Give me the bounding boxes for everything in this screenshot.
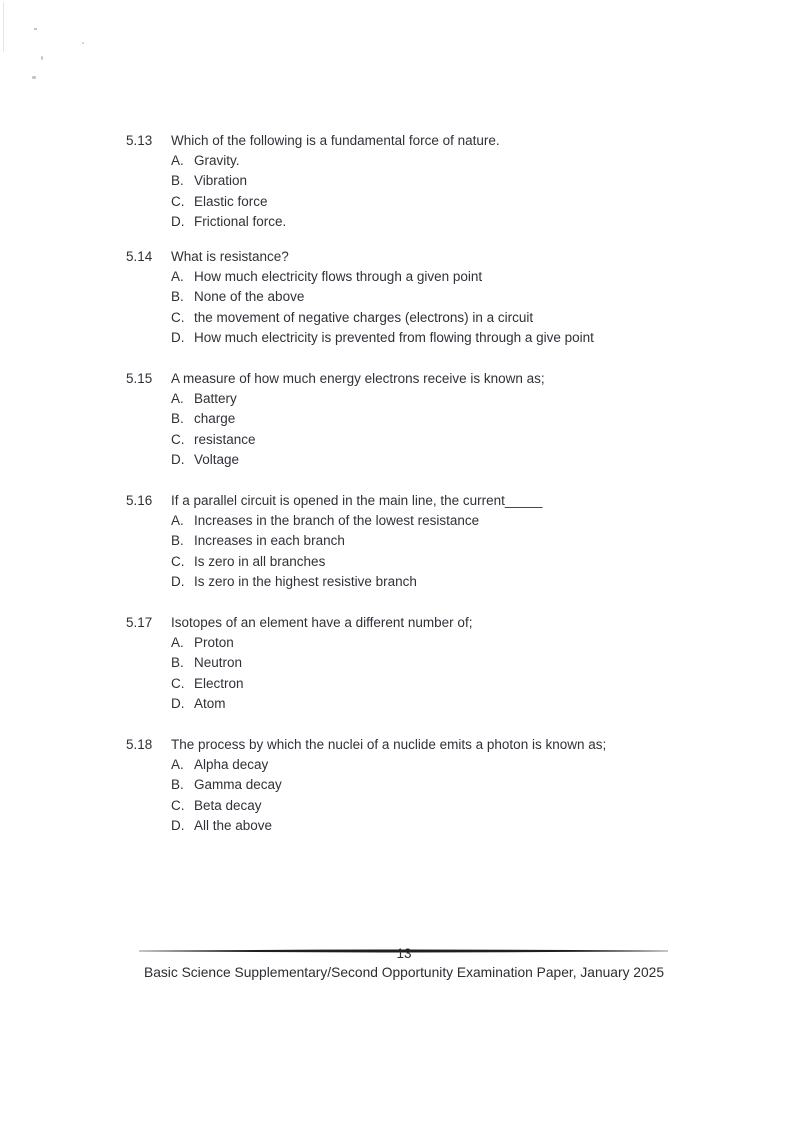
option-text: Voltage bbox=[194, 451, 240, 467]
option-row bbox=[171, 450, 756, 470]
question-text: A measure of how much energy electrons receive is known as; bbox=[171, 371, 545, 387]
question-number: 5.16 bbox=[126, 493, 153, 509]
question-number: 5.14 bbox=[126, 249, 153, 265]
option-row bbox=[171, 816, 756, 836]
option-text: charge bbox=[194, 411, 236, 427]
option-text: Atom bbox=[194, 695, 226, 711]
options-list bbox=[171, 267, 756, 348]
option-text: Frictional force. bbox=[194, 213, 287, 229]
option-row bbox=[171, 212, 756, 232]
option-text: Alpha decay bbox=[194, 757, 269, 773]
option-text: Gravity. bbox=[194, 153, 240, 169]
option-text: Proton bbox=[194, 635, 234, 651]
scan-artifact bbox=[3, 2, 4, 52]
option-letter: A. bbox=[171, 391, 184, 407]
option-letter: D. bbox=[171, 451, 185, 467]
question-number: 5.17 bbox=[126, 615, 153, 631]
question-number: 5.15 bbox=[126, 371, 153, 387]
option-row bbox=[171, 796, 756, 816]
option-text: resistance bbox=[194, 431, 256, 447]
option-row bbox=[171, 511, 756, 531]
question-block bbox=[126, 131, 756, 232]
option-text: How much electricity flows through a given point bbox=[194, 269, 483, 285]
option-text: Neutron bbox=[194, 655, 243, 671]
option-text: Increases in the branch of the lowest resistance bbox=[194, 513, 480, 529]
option-text: Electron bbox=[194, 675, 244, 691]
option-text: How much electricity is prevented from flowing through a give point bbox=[194, 329, 594, 345]
option-letter: D. bbox=[171, 329, 185, 345]
option-letter: C. bbox=[171, 797, 185, 813]
question-text: Isotopes of an element have a different number of; bbox=[171, 615, 473, 631]
option-text: Vibration bbox=[194, 173, 248, 189]
footer-text: Basic Science Supplementary/Second Opportunity Examination Paper, January 2025 bbox=[144, 965, 664, 980]
option-letter: B. bbox=[171, 655, 184, 671]
footer-divider bbox=[139, 940, 668, 944]
options-list bbox=[171, 755, 756, 836]
option-text: None of the above bbox=[194, 289, 305, 305]
option-row bbox=[171, 694, 756, 714]
options-list bbox=[171, 633, 756, 714]
option-letter: C. bbox=[171, 675, 185, 691]
option-row bbox=[171, 287, 756, 307]
option-letter: C. bbox=[171, 309, 185, 325]
question-block bbox=[126, 247, 756, 348]
options-list bbox=[171, 511, 756, 592]
option-letter: A. bbox=[171, 757, 184, 773]
option-row bbox=[171, 653, 756, 673]
question-text: The process by which the nuclei of a nuclide emits a photon is known as; bbox=[171, 737, 607, 753]
option-letter: C. bbox=[171, 553, 185, 569]
option-row bbox=[171, 633, 756, 653]
option-row bbox=[171, 171, 756, 191]
option-letter: A. bbox=[171, 153, 184, 169]
options-list bbox=[171, 389, 756, 470]
options-list bbox=[171, 151, 756, 232]
option-letter: D. bbox=[171, 817, 185, 833]
question-number: 5.13 bbox=[126, 133, 153, 148]
option-row bbox=[171, 552, 756, 572]
option-text: Increases in each branch bbox=[194, 533, 345, 549]
option-text: the movement of negative charges (electrons) in a circuit bbox=[194, 309, 534, 325]
option-text: Elastic force bbox=[194, 193, 268, 209]
option-text: Is zero in the highest resistive branch bbox=[194, 573, 417, 589]
option-row bbox=[171, 328, 756, 348]
option-row bbox=[171, 674, 756, 694]
option-letter: D. bbox=[171, 573, 185, 589]
option-row bbox=[171, 755, 756, 775]
question-block bbox=[126, 369, 756, 470]
questions-area bbox=[126, 131, 756, 857]
option-row bbox=[171, 308, 756, 328]
option-letter: D. bbox=[171, 213, 185, 229]
option-row bbox=[171, 389, 756, 409]
option-row bbox=[171, 430, 756, 450]
option-row bbox=[171, 531, 756, 551]
option-text: Beta decay bbox=[194, 797, 262, 813]
option-row bbox=[171, 192, 756, 212]
question-number: 5.18 bbox=[126, 737, 153, 753]
scan-artifact bbox=[41, 56, 43, 60]
scan-artifact bbox=[32, 76, 36, 79]
option-row bbox=[171, 151, 756, 171]
option-letter: A. bbox=[171, 635, 184, 651]
question-block bbox=[126, 735, 756, 836]
option-letter: C. bbox=[171, 193, 185, 209]
page-number: 13 bbox=[396, 946, 412, 961]
scan-artifact bbox=[34, 28, 37, 30]
question-text: Which of the following is a fundamental force of nature. bbox=[171, 133, 500, 148]
option-text: Gamma decay bbox=[194, 777, 282, 793]
option-letter: A. bbox=[171, 513, 184, 529]
question-block bbox=[126, 613, 756, 714]
question-text: What is resistance? bbox=[171, 249, 289, 265]
option-letter: D. bbox=[171, 695, 185, 711]
scan-artifact bbox=[82, 42, 84, 44]
option-text: Is zero in all branches bbox=[194, 553, 326, 569]
option-letter: B. bbox=[171, 777, 184, 793]
question-text: If a parallel circuit is opened in the main line, the current_____ bbox=[171, 493, 543, 509]
option-letter: B. bbox=[171, 289, 184, 305]
option-row bbox=[171, 267, 756, 287]
option-letter: A. bbox=[171, 269, 184, 285]
option-letter: C. bbox=[171, 431, 185, 447]
question-block bbox=[126, 491, 756, 592]
option-text: All the above bbox=[194, 817, 273, 833]
option-row bbox=[171, 775, 756, 795]
option-letter: B. bbox=[171, 533, 184, 549]
option-text: Battery bbox=[194, 391, 237, 407]
option-letter: B. bbox=[171, 411, 184, 427]
option-row bbox=[171, 572, 756, 592]
option-letter: B. bbox=[171, 173, 184, 189]
option-row bbox=[171, 409, 756, 429]
